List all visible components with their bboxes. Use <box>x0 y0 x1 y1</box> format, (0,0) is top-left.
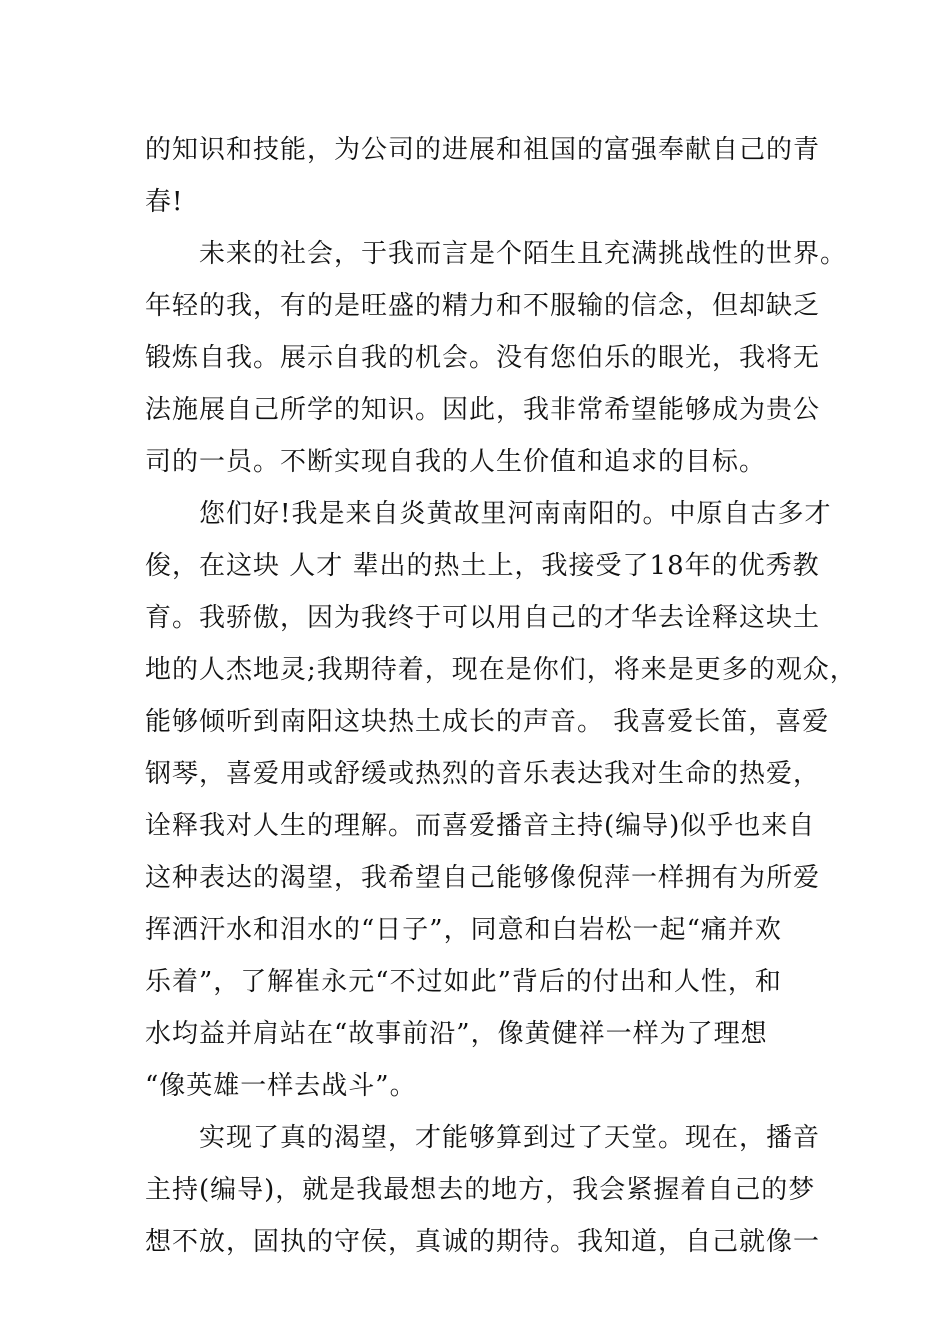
text-line: 诠释我对人生的理解。而喜爱播音主持(编导)似乎也来自 <box>145 811 816 841</box>
text-line: 司的一员。不断实现自我的人生价值和追求的目标。 <box>145 447 767 477</box>
text-line: 的知识和技能，为公司的进展和祖国的富强奉献自己的青 <box>145 135 821 165</box>
text-line: 育。我骄傲，因为我终于可以用自己的才华去诠释这块土 <box>145 603 821 633</box>
text-line: 俊，在这块 人才 辈出的热土上，我接受了18年的优秀教 <box>145 551 820 581</box>
text-line: 法施展自己所学的知识。因此，我非常希望能够成为贵公 <box>145 395 821 425</box>
text-line: 这种表达的渴望，我希望自己能够像倪萍一样拥有为所爱 <box>145 863 821 893</box>
text-line: 钢琴，喜爱用或舒缓或热烈的音乐表达我对生命的热爱， <box>145 759 821 789</box>
text-line: 锻炼自我。展示自我的机会。没有您伯乐的眼光，我将无 <box>145 343 821 373</box>
text-line: 想不放，固执的守侯，真诚的期待。我知道，自己就像一 <box>145 1227 821 1257</box>
body-text <box>145 124 857 1268</box>
paragraph-start-line: 未来的社会，于我而言是个陌生且充满挑战性的世界。 <box>199 239 848 269</box>
text-line: 地的人杰地灵;我期待着，现在是你们，将来是更多的观众， <box>145 655 857 685</box>
text-line: 主持(编导)，就是我最想去的地方，我会紧握着自己的梦 <box>145 1175 816 1205</box>
text-line: 能够倾听到南阳这块热土成长的声音。 我喜爱长笛，喜爱 <box>145 707 830 737</box>
text-line: “像英雄一样去战斗”。 <box>145 1071 417 1101</box>
text-line: 水均益并肩站在“故事前沿”，像黄健祥一样为了理想 <box>145 1019 768 1049</box>
paragraph-start-line: 实现了真的渴望，才能够算到过了天堂。现在，播音 <box>199 1123 821 1153</box>
text-line: 年轻的我，有的是旺盛的精力和不服输的信念，但却缺乏 <box>145 291 821 321</box>
paragraph-start-line: 您们好!我是来自炎黄故里河南南阳的。中原自古多才 <box>199 499 832 529</box>
text-line: 春! <box>145 187 184 217</box>
text-line: 挥洒汗水和泪水的“日子”，同意和白岩松一起“痛并欢 <box>145 915 782 945</box>
text-line: 乐着”，了解崔永元“不过如此”背后的付出和人性，和 <box>145 967 782 997</box>
